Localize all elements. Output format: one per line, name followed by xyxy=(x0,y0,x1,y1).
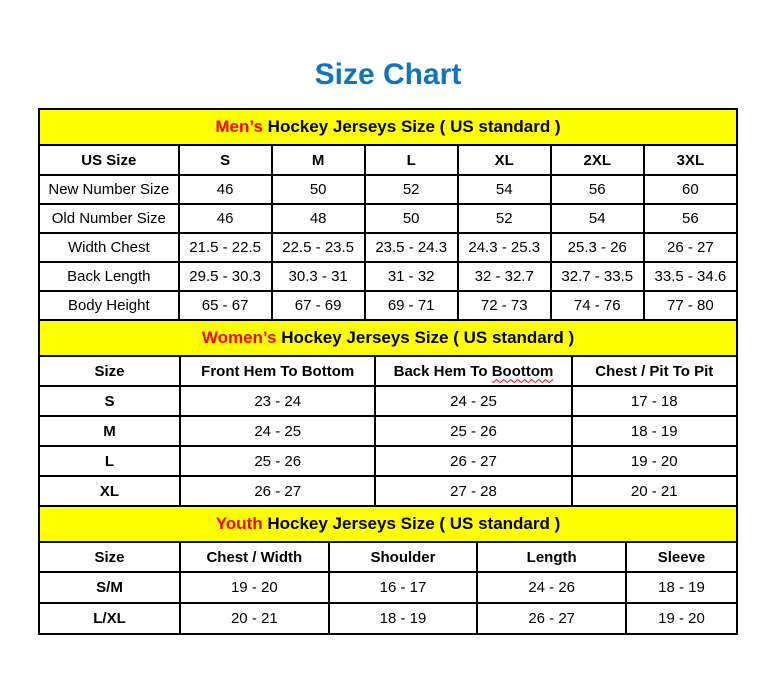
cell-value: 16 - 17 xyxy=(329,572,478,603)
cell-value: 26 - 27 xyxy=(375,446,571,476)
womens-section-highlight: Women’s xyxy=(201,328,277,347)
womens-size-table xyxy=(38,319,738,507)
mens-header-row xyxy=(39,145,737,175)
table-row xyxy=(39,233,737,262)
typo-word-spellcheck: Boottom xyxy=(491,362,554,380)
cell-value: 50 xyxy=(365,204,458,233)
cell-value: 20 - 21 xyxy=(180,603,329,634)
youth-section-title xyxy=(39,506,737,542)
cell-value: 48 xyxy=(272,204,365,233)
cell-value: 20 - 21 xyxy=(572,476,737,506)
mens-section-rest: Hockey Jerseys Size ( US standard ) xyxy=(267,117,561,136)
cell-value: 54 xyxy=(551,204,644,233)
table-row xyxy=(39,204,737,233)
youth-size-table xyxy=(38,505,738,635)
table-row xyxy=(39,572,737,603)
cell-value: 54 xyxy=(458,175,551,204)
cell-value: 26 - 27 xyxy=(644,233,737,262)
table-row xyxy=(39,291,737,320)
cell-value: 50 xyxy=(272,175,365,204)
youth-section-highlight: Youth xyxy=(215,514,263,533)
womens-section-title xyxy=(39,320,737,356)
cell-value: 17 - 18 xyxy=(572,386,737,416)
row-label: S/M xyxy=(39,572,180,603)
row-label: M xyxy=(39,416,180,446)
youth-section-band xyxy=(39,506,737,542)
cell-value: 29.5 - 30.3 xyxy=(179,262,272,291)
cell-value: 27 - 28 xyxy=(375,476,571,506)
womens-section-rest: Hockey Jerseys Size ( US standard ) xyxy=(281,328,575,347)
cell-value: 69 - 71 xyxy=(365,291,458,320)
cell-value: 21.5 - 22.5 xyxy=(179,233,272,262)
cell-value: 23.5 - 24.3 xyxy=(365,233,458,262)
cell-value: 33.5 - 34.6 xyxy=(644,262,737,291)
row-label: Width Chest xyxy=(39,233,179,262)
column-header: Length xyxy=(477,542,626,572)
mens-section-highlight: Men’s xyxy=(215,117,263,136)
cell-value: 26 - 27 xyxy=(180,476,375,506)
table-row xyxy=(39,386,737,416)
mens-size-table xyxy=(38,108,738,321)
cell-value: 22.5 - 23.5 xyxy=(272,233,365,262)
row-label: XL xyxy=(39,476,180,506)
cell-value: 24 - 25 xyxy=(180,416,375,446)
cell-value: 24.3 - 25.3 xyxy=(458,233,551,262)
cell-value: 65 - 67 xyxy=(179,291,272,320)
cell-value: 18 - 19 xyxy=(329,603,478,634)
womens-header-row xyxy=(39,356,737,386)
column-header: L xyxy=(365,145,458,175)
cell-value: 18 - 19 xyxy=(572,416,737,446)
column-header: Size xyxy=(39,356,180,386)
column-header: 3XL xyxy=(644,145,737,175)
column-header: Shoulder xyxy=(329,542,478,572)
womens-section-band xyxy=(39,320,737,356)
cell-value: 72 - 73 xyxy=(458,291,551,320)
cell-value: 18 - 19 xyxy=(626,572,737,603)
cell-value: 52 xyxy=(365,175,458,204)
cell-value: 19 - 20 xyxy=(180,572,329,603)
column-header: US Size xyxy=(39,145,179,175)
cell-value: 19 - 20 xyxy=(572,446,737,476)
cell-value: 32.7 - 33.5 xyxy=(551,262,644,291)
cell-value: 31 - 32 xyxy=(365,262,458,291)
column-header: Front Hem To Bottom xyxy=(180,356,375,386)
cell-value: 32 - 32.7 xyxy=(458,262,551,291)
row-label: Back Length xyxy=(39,262,179,291)
row-label: L/XL xyxy=(39,603,180,634)
table-row xyxy=(39,416,737,446)
column-header: 2XL xyxy=(551,145,644,175)
row-label: S xyxy=(39,386,180,416)
column-header: Sleeve xyxy=(626,542,737,572)
table-row xyxy=(39,446,737,476)
cell-value: 52 xyxy=(458,204,551,233)
column-header: S xyxy=(179,145,272,175)
cell-value: 23 - 24 xyxy=(180,386,375,416)
column-header: Size xyxy=(39,542,180,572)
cell-value: 24 - 26 xyxy=(477,572,626,603)
column-header: Chest / Pit To Pit xyxy=(572,356,737,386)
page-title: Size Chart xyxy=(314,58,462,91)
cell-value: 77 - 80 xyxy=(644,291,737,320)
column-header-with-typo xyxy=(375,356,571,386)
row-label: L xyxy=(39,446,180,476)
youth-section-rest: Hockey Jerseys Size ( US standard ) xyxy=(267,514,561,533)
size-chart xyxy=(38,108,738,635)
cell-value: 25 - 26 xyxy=(180,446,375,476)
table-row xyxy=(39,603,737,634)
cell-value: 60 xyxy=(644,175,737,204)
cell-value: 46 xyxy=(179,175,272,204)
cell-value: 19 - 20 xyxy=(626,603,737,634)
typo-prefix: Back Hem To xyxy=(393,362,488,380)
cell-value: 24 - 25 xyxy=(375,386,571,416)
cell-value: 67 - 69 xyxy=(272,291,365,320)
mens-section-title xyxy=(39,109,737,145)
mens-section-band xyxy=(39,109,737,145)
table-row xyxy=(39,262,737,291)
cell-value: 25.3 - 26 xyxy=(551,233,644,262)
cell-value: 25 - 26 xyxy=(375,416,571,446)
cell-value: 74 - 76 xyxy=(551,291,644,320)
column-header: Chest / Width xyxy=(180,542,329,572)
table-row xyxy=(39,175,737,204)
cell-value: 56 xyxy=(551,175,644,204)
row-label: Body Height xyxy=(39,291,179,320)
row-label: Old Number Size xyxy=(39,204,179,233)
cell-value: 30.3 - 31 xyxy=(272,262,365,291)
youth-header-row xyxy=(39,542,737,572)
cell-value: 46 xyxy=(179,204,272,233)
cell-value: 26 - 27 xyxy=(477,603,626,634)
cell-value: 56 xyxy=(644,204,737,233)
column-header: M xyxy=(272,145,365,175)
column-header: XL xyxy=(458,145,551,175)
row-label: New Number Size xyxy=(39,175,179,204)
table-row xyxy=(39,476,737,506)
